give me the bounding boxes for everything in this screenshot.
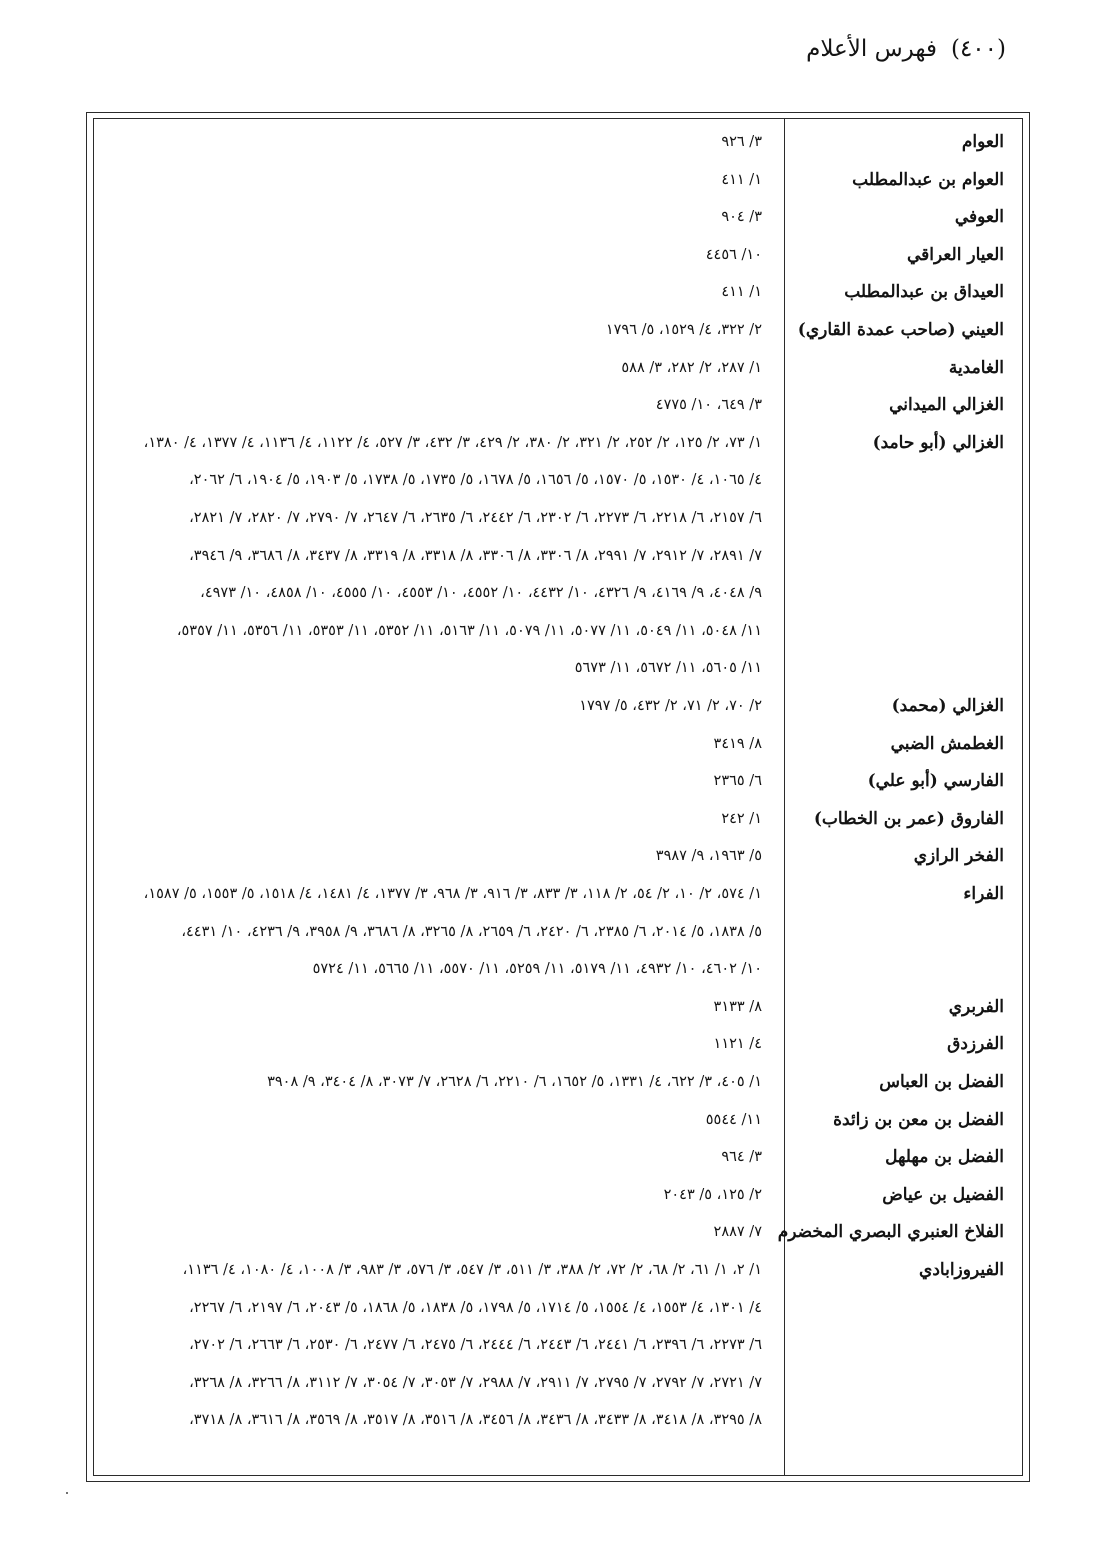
entry-name: الغزالي (أبو حامد) — [872, 433, 1004, 453]
index-entry — [0, 1179, 1116, 1217]
index-entry — [0, 803, 1116, 841]
index-entry — [0, 1141, 1116, 1179]
entry-references: ٥/ ١٨٣٨، ٥/ ٢٠١٤، ٦/ ٢٣٨٥، ٦/ ٢٤٢٠، ٦/ ٢٦٥٩، ٨/ ٣٢٦٥، ٨/ ٣٦٨٦، ٩/ ٣٩٥٨، ٩/ ٤٢٣٦، ١٠/ ٤٤٣١، — [181, 924, 762, 940]
entry-name: الفلاخ العنبري البصري المخضرم — [777, 1222, 1004, 1242]
entry-references: ٣/ ٩٢٦ — [721, 134, 762, 150]
entry-name: الغطمش الضبي — [890, 734, 1004, 754]
entry-name: العيار العراقي — [906, 245, 1004, 265]
entry-references: ٦/ ٢٢٧٣، ٦/ ٢٣٩٦، ٦/ ٢٤٤١، ٦/ ٢٤٤٣، ٦/ ٢٤٤٤، ٦/ ٢٤٧٥، ٦/ ٢٤٧٧، ٦/ ٢٥٣٠، ٦/ ٢٦٦٣، ٦/ ٢٧٠٢، — [189, 1337, 762, 1353]
entry-references: ١/ ٧٣، ٢/ ١٢٥، ٢/ ٢٥٢، ٢/ ٣٢١، ٢/ ٣٨٠، ٢/ ٤٢٩، ٣/ ٤٣٢، ٣/ ٥٢٧، ٤/ ١١٢٢، ٤/ ١١٣٦، ٤/ ١٣٧٧، ٤/ ١٣٨٠، — [143, 435, 762, 451]
entry-name: الفرزدق — [947, 1034, 1004, 1054]
index-entry — [0, 276, 1116, 314]
entry-references: ١٠/ ٤٦٠٢، ١٠/ ٤٩٣٢، ١١/ ٥١٧٩، ١١/ ٥٢٥٩، ١١/ ٥٥٧٠، ١١/ ٥٦٦٥، ١١/ ٥٧٢٤ — [312, 961, 762, 977]
entry-references: ٢/ ١٢٥، ٥/ ٢٠٤٣ — [663, 1187, 762, 1203]
entry-references: ٤/ ١٣٠١، ٤/ ١٥٥٣، ٤/ ١٥٥٤، ٥/ ١٧١٤، ٥/ ١٧٩٨، ٥/ ١٨٣٨، ٥/ ١٨٦٨، ٥/ ٢٠٤٣، ٦/ ٢١٩٧، ٦/ ٢٢٦٧، — [189, 1300, 762, 1316]
entry-references: ٧/ ٢٨٩١، ٧/ ٢٩١٢، ٧/ ٢٩٩١، ٨/ ٣٣٠٦، ٨/ ٣٣٠٦، ٨/ ٣٣١٨، ٨/ ٣٣١٩، ٨/ ٣٤٣٧، ٨/ ٣٦٨٦، ٩/ ٣٩٤٦، — [189, 548, 762, 564]
entry-references: ١/ ٤١١ — [721, 284, 762, 300]
entry-references: ٤/ ١١٢١ — [713, 1036, 762, 1052]
entry-references: ٨/ ٣٢٩٥، ٨/ ٣٤١٨، ٨/ ٣٤٣٣، ٨/ ٣٤٣٦، ٨/ ٣٤٥٦، ٨/ ٣٥١٦، ٨/ ٣٥١٧، ٨/ ٣٥٦٩، ٨/ ٣٦١٦، ٨/ ٣٧١٨، — [189, 1412, 762, 1428]
entry-references: ٣/ ٩٠٤ — [721, 209, 762, 225]
index-entry — [0, 652, 1116, 690]
index-entry — [0, 615, 1116, 653]
entry-name: الفراء — [963, 884, 1004, 904]
entry-name: الفضيل بن عياض — [882, 1185, 1004, 1205]
index-entry — [0, 427, 1116, 465]
entry-references: ٥/ ١٩٦٣، ٩/ ٣٩٨٧ — [655, 848, 762, 864]
entry-name: الفخر الرازي — [913, 846, 1004, 866]
page-header — [806, 36, 1006, 62]
index-entry — [0, 314, 1116, 352]
entry-name: الفيروزابادي — [919, 1260, 1004, 1280]
entry-references: ٣/ ٦٤٩، ١٠/ ٤٧٧٥ — [655, 397, 762, 413]
entry-references: ٤/ ١٠٦٥، ٤/ ١٥٣٠، ٥/ ١٥٧٠، ٥/ ١٦٥٦، ٥/ ١٦٧٨، ٥/ ١٧٣٥، ٥/ ١٧٣٨، ٥/ ١٩٠٣، ٥/ ١٩٠٤، ٦/ ٢٠٦٢، — [189, 472, 762, 488]
index-entry — [0, 991, 1116, 1029]
index-entry — [0, 1292, 1116, 1330]
entry-references: ٩/ ٤٠٤٨، ٩/ ٤١٦٩، ٩/ ٤٣٢٦، ١٠/ ٤٤٣٢، ١٠/ ٤٥٥٢، ١٠/ ٤٥٥٣، ١٠/ ٤٥٥٥، ١٠/ ٤٨٥٨، ١٠/ ٤٩٧٣، — [200, 585, 762, 601]
entry-references: ٧/ ٢٧٢١، ٧/ ٢٧٩٢، ٧/ ٢٧٩٥، ٧/ ٢٩١١، ٧/ ٢٩٨٨، ٧/ ٣٠٥٣، ٧/ ٣٠٥٤، ٧/ ٣١١٢، ٨/ ٣٢٦٦، ٨/ ٣٢٦٨، — [189, 1375, 762, 1391]
entry-name: الفضل بن العباس — [879, 1072, 1004, 1092]
entry-references: ٨/ ٣٤١٩ — [713, 736, 762, 752]
entry-name: الفارسي (أبو علي) — [867, 771, 1004, 791]
index-entry — [0, 1367, 1116, 1405]
index-entry — [0, 164, 1116, 202]
index-entry — [0, 201, 1116, 239]
index-entry — [0, 1104, 1116, 1142]
entry-references: ١٠/ ٤٤٥٦ — [705, 247, 762, 263]
entry-references: ١/ ٢٤٢ — [721, 811, 762, 827]
entry-name: الفضل بن مهلهل — [885, 1147, 1004, 1167]
index-entry — [0, 953, 1116, 991]
index-entry — [0, 1404, 1116, 1442]
entry-name: الغزالي (محمد) — [891, 696, 1004, 716]
entry-references: ٦/ ٢١٥٧، ٦/ ٢٢١٨، ٦/ ٢٢٧٣، ٦/ ٢٣٠٢، ٦/ ٢٤٤٢، ٦/ ٢٦٣٥، ٦/ ٢٦٤٧، ٧/ ٢٧٩٠، ٧/ ٢٨٢٠، ٧/ ٢٨٢١، — [189, 510, 762, 526]
entry-name: الفاروق (عمر بن الخطاب) — [813, 809, 1004, 829]
entry-name: الغزالي الميداني — [889, 395, 1004, 415]
index-entry — [0, 1028, 1116, 1066]
page-number: (٤٠٠) — [950, 36, 1006, 62]
entry-name: العوام — [961, 132, 1004, 152]
index-entry — [0, 1066, 1116, 1104]
entry-references: ١١/ ٥٦٠٥، ١١/ ٥٦٧٢، ١١/ ٥٦٧٣ — [574, 660, 762, 676]
index-entry — [0, 690, 1116, 728]
index-entry — [0, 916, 1116, 954]
index-entry — [0, 1216, 1116, 1254]
index-entry — [0, 1329, 1116, 1367]
index-entry — [0, 126, 1116, 164]
stray-mark — [66, 1492, 68, 1494]
index-entry — [0, 878, 1116, 916]
page-title: فهرس الأعلام — [806, 36, 937, 62]
entry-name: العوفي — [954, 207, 1004, 227]
entry-references: ٣/ ٩٦٤ — [721, 1149, 762, 1165]
entry-references: ٧/ ٢٨٨٧ — [713, 1224, 762, 1240]
index-entry — [0, 765, 1116, 803]
index-entry — [0, 239, 1116, 277]
entry-name: الغامدية — [948, 358, 1004, 378]
index-entry — [0, 389, 1116, 427]
entry-name: العيداق بن عبدالمطلب — [844, 282, 1004, 302]
index-entry — [0, 1254, 1116, 1292]
entry-references: ٦/ ٢٣٦٥ — [713, 773, 762, 789]
index-entry — [0, 840, 1116, 878]
entry-name: العوام بن عبدالمطلب — [852, 170, 1004, 190]
index-entry — [0, 540, 1116, 578]
entry-references: ١١/ ٥٠٤٨، ١١/ ٥٠٤٩، ١١/ ٥٠٧٧، ١١/ ٥٠٧٩، ١١/ ٥١٦٣، ١١/ ٥٣٥٢، ١١/ ٥٣٥٣، ١١/ ٥٣٥٦، ١١/ ٥٣٥٧، — [176, 623, 762, 639]
entry-references: ٢/ ٧٠، ٢/ ٧١، ٢/ ٤٣٢، ٥/ ١٧٩٧ — [579, 698, 762, 714]
entry-references: ١/ ٤٠٥، ٣/ ٦٢٢، ٤/ ١٣٣١، ٥/ ١٦٥٢، ٦/ ٢٢١٠، ٦/ ٢٦٢٨، ٧/ ٣٠٧٣، ٨/ ٣٤٠٤، ٩/ ٣٩٠٨ — [267, 1074, 762, 1090]
entry-name: العيني (صاحب عمدة القاري) — [797, 320, 1004, 340]
index-entry — [0, 502, 1116, 540]
entry-references: ١١/ ٥٥٤٤ — [705, 1112, 762, 1128]
entry-references: ٢/ ٣٢٢، ٤/ ١٥٢٩، ٥/ ١٧٩٦ — [605, 322, 762, 338]
entry-references: ٨/ ٣١٣٣ — [713, 999, 762, 1015]
entry-references: ١/ ٥٧٤، ٢/ ١٠، ٢/ ٥٤، ٢/ ١١٨، ٣/ ٨٣٣، ٣/ ٩١٦، ٣/ ٩٦٨، ٣/ ١٣٧٧، ٤/ ١٤٨١، ٤/ ١٥١٨، ٥/ ١٥٥٣، ٥/ ١٥٨٧، — [143, 886, 762, 902]
entry-references: ١/ ٢، ١/ ٦١، ٢/ ٦٨، ٢/ ٧٢، ٢/ ٣٨٨، ٣/ ٥١١، ٣/ ٥٤٧، ٣/ ٥٧٦، ٣/ ٩٨٣، ٣/ ١٠٠٨، ٤/ ١٠٨٠، ٤/ ١١٣٦، — [182, 1262, 762, 1278]
index-entry — [0, 577, 1116, 615]
index-entry — [0, 352, 1116, 390]
entry-references: ١/ ٢٨٧، ٢/ ٢٨٢، ٣/ ٥٨٨ — [621, 360, 762, 376]
entry-name: الفضل بن معن بن زائدة — [833, 1110, 1004, 1130]
entry-references: ١/ ٤١١ — [721, 172, 762, 188]
index-entry — [0, 728, 1116, 766]
entry-name: الفربري — [948, 997, 1004, 1017]
index-entry — [0, 464, 1116, 502]
